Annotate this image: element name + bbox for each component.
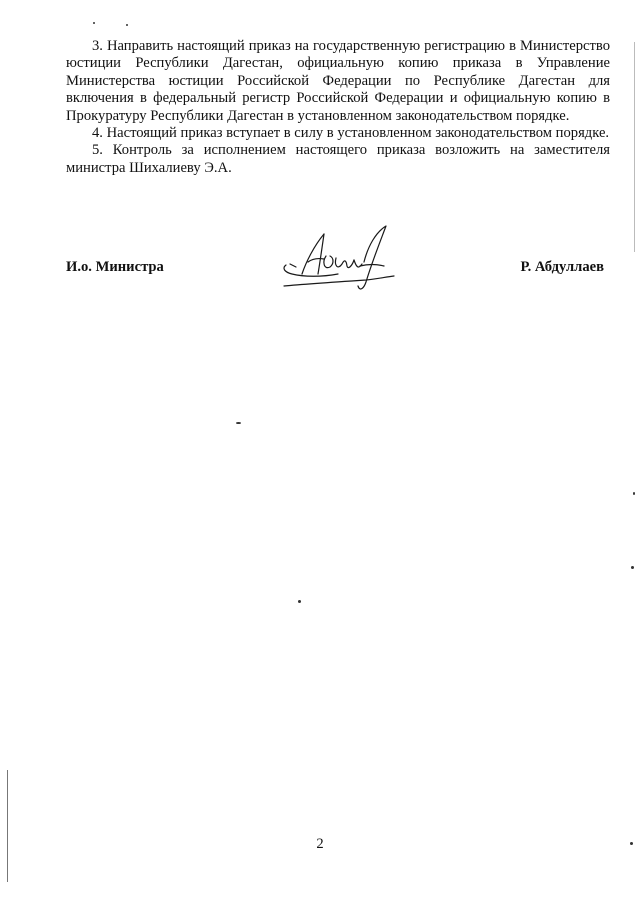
paragraph-5: 5. Контроль за исполнением настоящего приказа возложить на заместителя министра Шихалиеву Э.А. <box>66 142 610 176</box>
signatory-name: Р. Абдуллаев <box>520 259 604 275</box>
scan-speck <box>633 492 635 495</box>
scan-speck <box>631 566 634 569</box>
scan-speck <box>126 24 128 26</box>
scan-speck <box>236 422 241 424</box>
scan-speck <box>93 22 95 24</box>
document-body <box>66 38 610 177</box>
paragraph-4: 4. Настоящий приказ вступает в силу в установленном законодательством порядке. <box>92 125 610 142</box>
scan-edge-line <box>634 42 635 252</box>
page-number: 2 <box>316 836 324 852</box>
signatory-title: И.о. Министра <box>66 259 164 275</box>
scan-edge-line <box>7 770 8 882</box>
paragraph-3: 3. Направить настоящий приказ на государственную регистрацию в Министерство юстиции Республики Дагестан, официальную копию приказа в Управление Министерства юстиции Российской Федерации по Республике Дагестан для включения в федеральный регистр Российской Федерации и официальную копию в Прокуратуру Республики Дагестан в установленном законодательством порядке. <box>66 38 610 124</box>
scan-speck <box>298 600 301 603</box>
scan-speck <box>630 842 633 845</box>
handwritten-signature <box>276 222 400 296</box>
